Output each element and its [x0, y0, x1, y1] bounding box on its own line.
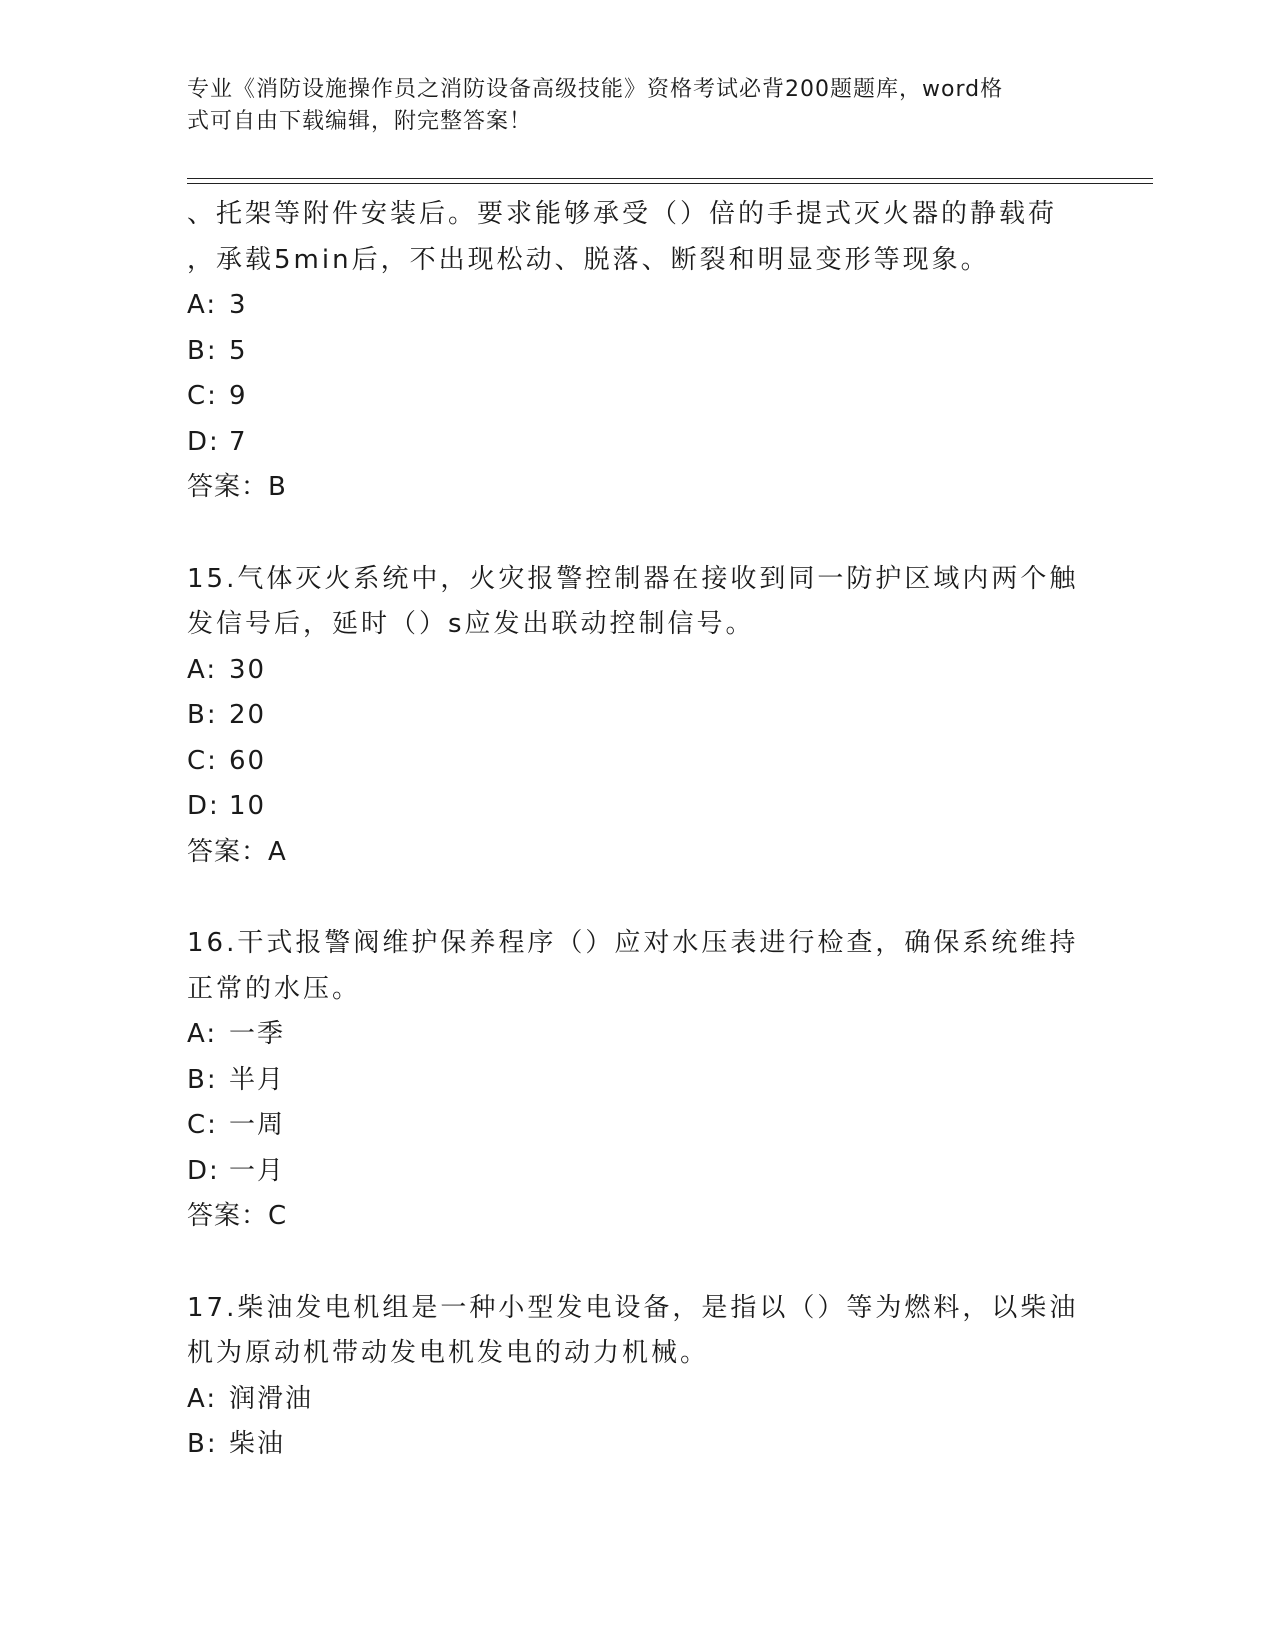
option-key: A:	[187, 1019, 218, 1049]
option-c	[187, 739, 1087, 785]
option-b	[187, 1422, 1087, 1468]
document-header	[187, 74, 1067, 138]
spacer	[187, 1240, 1087, 1286]
option-text: 60	[229, 745, 267, 776]
option-c	[187, 1103, 1087, 1149]
spacer	[187, 511, 1087, 557]
question-continuation	[187, 192, 1087, 511]
header-rule-top	[187, 178, 1153, 179]
option-text: 一周	[229, 1110, 286, 1140]
question-stem-line: ，承载5min后，不出现松动、脱落、断裂和明显变形等现象。	[187, 244, 990, 275]
option-b	[187, 693, 1087, 739]
option-text: 20	[229, 700, 267, 730]
question-stem-line: 16.干式报警阀维护保养程序（）应对水压表进行检查，确保系统维持	[187, 928, 1079, 958]
option-b	[187, 329, 1087, 375]
option-key: A:	[187, 290, 218, 320]
option-key: A:	[187, 654, 218, 685]
option-text: 一月	[229, 1155, 286, 1186]
option-key: B:	[187, 335, 218, 366]
answer-line: 答案：B	[187, 472, 287, 502]
option-a	[187, 283, 1087, 329]
spacer	[187, 875, 1087, 921]
option-key: B:	[187, 1429, 218, 1459]
option-text: 7	[229, 426, 248, 457]
option-key: C:	[187, 745, 218, 776]
option-text: 柴油	[229, 1429, 286, 1459]
option-d	[187, 1149, 1087, 1195]
option-text: 3	[229, 290, 248, 320]
option-a	[187, 1012, 1087, 1058]
option-key: B:	[187, 700, 218, 730]
question-list	[187, 192, 1087, 1468]
option-text: 半月	[229, 1064, 286, 1095]
option-b	[187, 1058, 1087, 1104]
option-text: 30	[229, 654, 267, 685]
answer-line: 答案：A	[187, 836, 287, 867]
option-key: D:	[187, 1155, 220, 1186]
question-stem-line: 发信号后，延时（）s应发出联动控制信号。	[187, 609, 755, 639]
option-text: 一季	[229, 1019, 286, 1049]
header-line-1: 专业《消防设施操作员之消防设备高级技能》资格考试必背200题题库，word格	[187, 77, 1004, 102]
option-key: D:	[187, 426, 220, 457]
option-text: 10	[229, 791, 267, 821]
question-stem-line: 、托架等附件安装后。要求能够承受（）倍的手提式灭火器的静载荷	[187, 199, 1058, 229]
question-15	[187, 557, 1087, 876]
option-a	[187, 1377, 1087, 1423]
option-c	[187, 374, 1087, 420]
option-key: D:	[187, 791, 220, 821]
answer-line: 答案：C	[187, 1201, 288, 1231]
option-key: B:	[187, 1064, 218, 1095]
question-17	[187, 1286, 1087, 1468]
question-stem-line: 正常的水压。	[187, 973, 362, 1004]
question-16	[187, 921, 1087, 1240]
question-stem-line: 机为原动机带动发电机发电的动力机械。	[187, 1338, 710, 1368]
option-text: 润滑油	[229, 1383, 314, 1414]
option-d	[187, 420, 1087, 466]
option-key: C:	[187, 1110, 218, 1140]
header-rule-bottom	[187, 183, 1153, 184]
option-d	[187, 784, 1087, 830]
option-text: 9	[229, 381, 248, 411]
option-text: 5	[229, 335, 248, 366]
question-stem-line: 15.气体灭火系统中，火灾报警控制器在接收到同一防护区域内两个触	[187, 563, 1079, 594]
option-key: C:	[187, 381, 218, 411]
header-line-2: 式可自由下载编辑，附完整答案！	[187, 109, 533, 134]
option-a	[187, 648, 1087, 694]
option-key: A:	[187, 1383, 218, 1414]
question-stem-line: 17.柴油发电机组是一种小型发电设备，是指以（）等为燃料，以柴油	[187, 1292, 1079, 1323]
